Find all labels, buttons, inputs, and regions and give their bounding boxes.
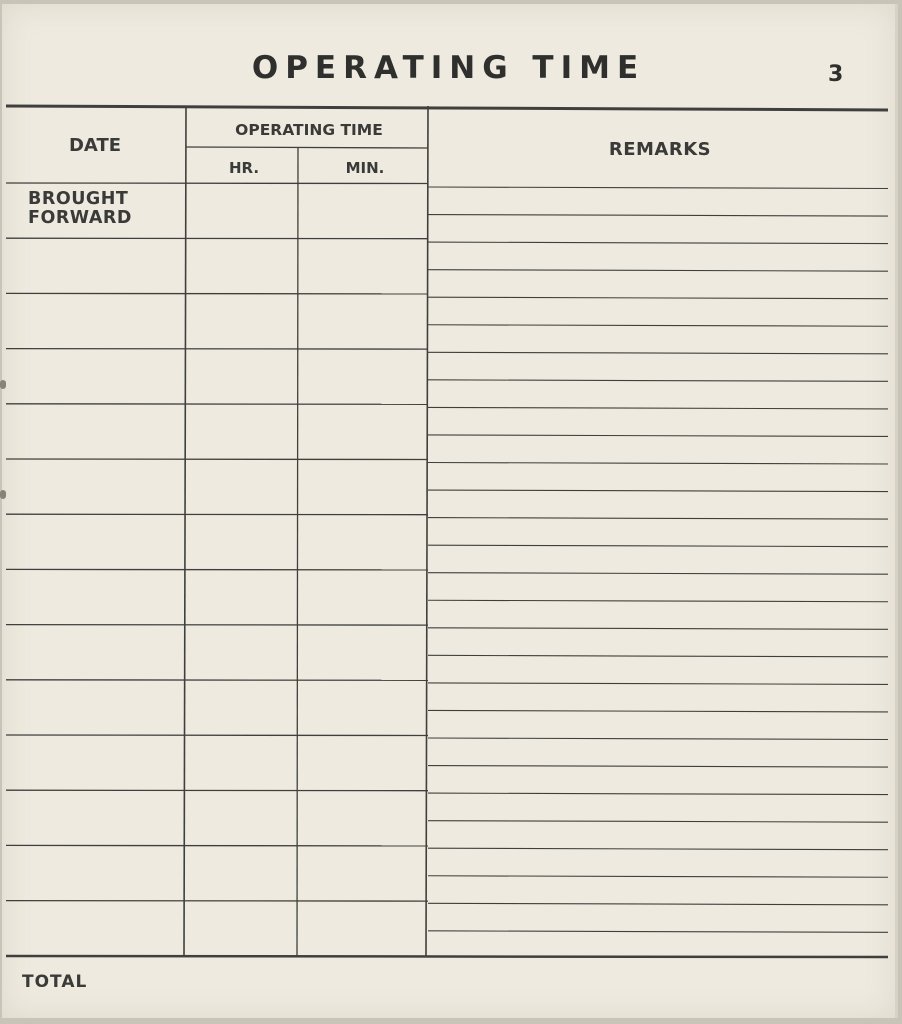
- remarks-line: [428, 931, 888, 933]
- logbook-page: [2, 4, 898, 1018]
- remarks-line: [428, 600, 888, 602]
- date-column-header: DATE: [68, 135, 122, 156]
- entry-row-rule: [6, 569, 428, 570]
- remarks-line: [428, 215, 888, 217]
- remarks-line: [428, 766, 888, 768]
- entry-row-rule: [6, 349, 428, 350]
- binding-staple: [0, 380, 6, 389]
- remarks-line: [428, 435, 888, 437]
- operating-time-header: OPERATING TIME: [235, 121, 383, 139]
- entry-row-rule: [6, 183, 428, 184]
- header-top-rule: [6, 106, 888, 110]
- entry-row-rule: [6, 293, 428, 294]
- binding-staple: [0, 490, 6, 499]
- remarks-line: [428, 297, 888, 299]
- entry-row-rule: [6, 238, 428, 239]
- remarks-line: [428, 352, 888, 354]
- hours-column-header: HR.: [228, 159, 260, 177]
- page-number: 3: [828, 62, 844, 87]
- remarks-line: [428, 903, 888, 905]
- entry-row-rule: [6, 625, 428, 626]
- remarks-line: [428, 407, 888, 409]
- remarks-line: [428, 821, 888, 823]
- remarks-line: [428, 848, 888, 850]
- hr-min-column-rule: [297, 147, 298, 956]
- remarks-line: [428, 490, 888, 492]
- remarks-line: [428, 270, 888, 272]
- remarks-column-header: REMARKS: [608, 139, 712, 160]
- entry-row-rule: [6, 845, 428, 846]
- brought-forward-label: [28, 190, 132, 228]
- entry-row-rule: [6, 514, 428, 515]
- remarks-line: [428, 573, 888, 575]
- date-column-rule: [184, 106, 186, 956]
- remarks-line: [428, 518, 888, 520]
- entry-row-rule: [6, 735, 428, 736]
- remarks-line: [428, 380, 888, 382]
- remarks-line: [428, 242, 888, 244]
- brought-forward-line2: FORWARD: [28, 208, 132, 228]
- remarks-line: [428, 655, 888, 657]
- page-title: OPERATING TIME: [251, 50, 646, 86]
- remarks-line: [428, 628, 888, 630]
- entry-row-rule: [6, 459, 428, 460]
- remarks-line: [428, 738, 888, 740]
- remarks-line: [428, 463, 888, 465]
- remarks-line: [428, 876, 888, 878]
- total-label: TOTAL: [22, 972, 88, 992]
- entry-row-rule: [6, 901, 428, 902]
- totals-rule: [6, 956, 888, 957]
- remarks-line: [428, 187, 888, 189]
- remarks-column-rule: [426, 106, 428, 956]
- brought-forward-line1: BROUGHT: [28, 189, 129, 209]
- entry-row-rule: [6, 680, 428, 681]
- remarks-line: [428, 683, 888, 685]
- minutes-column-header: MIN.: [345, 159, 385, 177]
- entry-row-rule: [6, 404, 428, 405]
- operating-time-subrule: [186, 147, 428, 148]
- remarks-line: [428, 793, 888, 795]
- remarks-line: [428, 325, 888, 327]
- entry-row-rule: [6, 790, 428, 791]
- remarks-line: [428, 545, 888, 547]
- remarks-line: [428, 710, 888, 712]
